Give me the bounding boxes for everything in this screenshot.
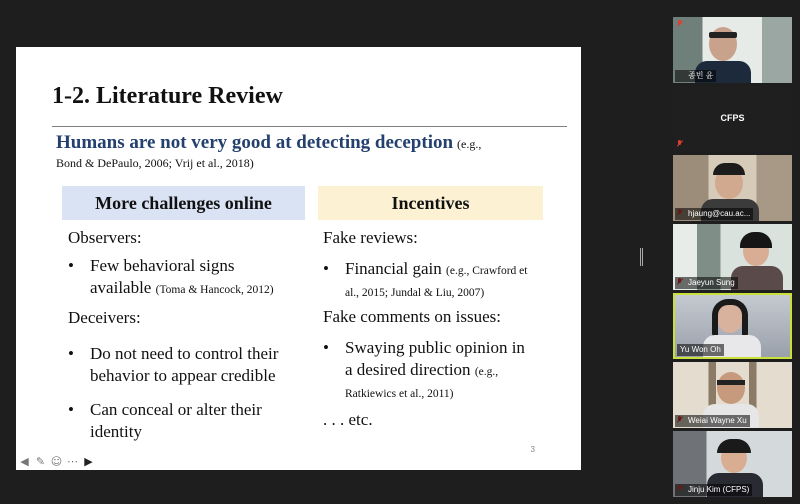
deceivers-bullet1-line2: behavior to appear credible <box>90 366 276 386</box>
participant-name: Jaeyun Sung <box>675 277 738 289</box>
fake-reviews-bullet <box>323 258 563 298</box>
resize-handle[interactable] <box>640 248 643 266</box>
deceivers-heading: Deceivers: <box>68 308 141 327</box>
bullet-dot: • <box>323 259 329 278</box>
left-column-header: More challenges online <box>62 186 305 220</box>
deceivers-bullet-2 <box>68 399 318 445</box>
participant-tile[interactable] <box>673 155 792 221</box>
slide-page-number: 3 <box>530 445 535 454</box>
deceivers-bullet-1 <box>68 343 318 389</box>
bullet-dot: • <box>68 256 74 275</box>
fake-reviews-heading: Fake reviews: <box>323 228 418 247</box>
observers-bullet-citation: (Toma & Hancock, 2012) <box>155 284 274 297</box>
right-column-header: Incentives <box>318 186 543 220</box>
participant-name: hjaung@cau.ac... <box>675 208 753 220</box>
fake-reviews-bullet-text: Financial gain <box>345 259 442 278</box>
fake-comments-bullet-line1: Swaying public opinion in <box>345 338 525 357</box>
pen-icon[interactable]: ✎ <box>35 454 46 468</box>
participant-tile[interactable] <box>673 431 792 497</box>
fake-comments-bullet-line2: a desired direction <box>345 360 471 380</box>
slideshow-toolbar <box>16 452 96 470</box>
fake-reviews-citation-1: (e.g., Crawford et <box>446 265 528 277</box>
observers-bullet <box>68 255 308 301</box>
bullet-dot: • <box>68 344 74 363</box>
presentation-slide <box>16 47 581 470</box>
bullet-dot: • <box>323 338 329 357</box>
participant-tile[interactable] <box>673 17 792 83</box>
observers-bullet-line2: available <box>90 278 152 298</box>
face-icon[interactable]: ☺ <box>50 454 63 468</box>
arrow-left-icon[interactable]: ◀ <box>20 454 29 468</box>
deceivers-bullet1-line1: Do not need to control their <box>90 344 279 363</box>
fake-reviews-citation-2: al., 2015; Jundal & Liu, 2007) <box>345 287 485 300</box>
participant-tile[interactable] <box>673 86 792 152</box>
participant-hair <box>713 163 745 175</box>
muted-mic-icon <box>676 140 683 147</box>
deceivers-bullet2-line2: identity <box>90 422 142 442</box>
title-divider <box>52 126 567 127</box>
participant-name: Weiai Wayne Xu <box>675 415 750 427</box>
bullet-dot: • <box>68 400 74 419</box>
participant-name: Jinju Kim (CFPS) <box>675 484 752 496</box>
slide-headline <box>56 132 536 170</box>
deceivers-bullet2-line1: Can conceal or alter their <box>90 400 262 419</box>
headline-citation-1: (e.g., <box>457 137 482 151</box>
participant-name: 종빈 윤 <box>675 70 716 82</box>
fake-comments-heading: Fake comments on issues: <box>323 307 502 326</box>
glasses <box>717 380 745 385</box>
participant-hair <box>712 299 748 339</box>
participant-name: Yu Won Oh <box>677 344 724 356</box>
fake-comments-citation-1: (e.g., <box>474 366 499 379</box>
fake-comments-citation-2: Ratkiewics et al., 2011) <box>345 388 454 401</box>
slide-title: 1-2. Literature Review <box>52 83 283 109</box>
participant-tile[interactable] <box>673 362 792 428</box>
headline-text: Humans are not very good at detecting deception <box>56 132 454 153</box>
participant-tile-active-speaker[interactable] <box>673 293 792 359</box>
participant-center-label: CFPS <box>720 113 745 123</box>
fake-comments-bullet <box>323 337 563 403</box>
etc-text: . . . etc. <box>323 410 373 429</box>
headline-citation-2: Bond & DePaulo, 2006; Vrij et al., 2018) <box>56 155 254 170</box>
glasses <box>709 32 737 38</box>
arrow-right-icon[interactable]: ▶ <box>84 454 93 468</box>
more-icon[interactable]: ⋯ <box>67 454 78 468</box>
participant-tile[interactable] <box>673 224 792 290</box>
participant-body <box>731 266 783 290</box>
observers-bullet-line1: Few behavioral signs <box>90 256 235 275</box>
muted-mic-icon <box>676 20 683 27</box>
participant-gallery <box>670 14 794 500</box>
participant-face <box>717 372 745 404</box>
observers-heading: Observers: <box>68 228 142 247</box>
